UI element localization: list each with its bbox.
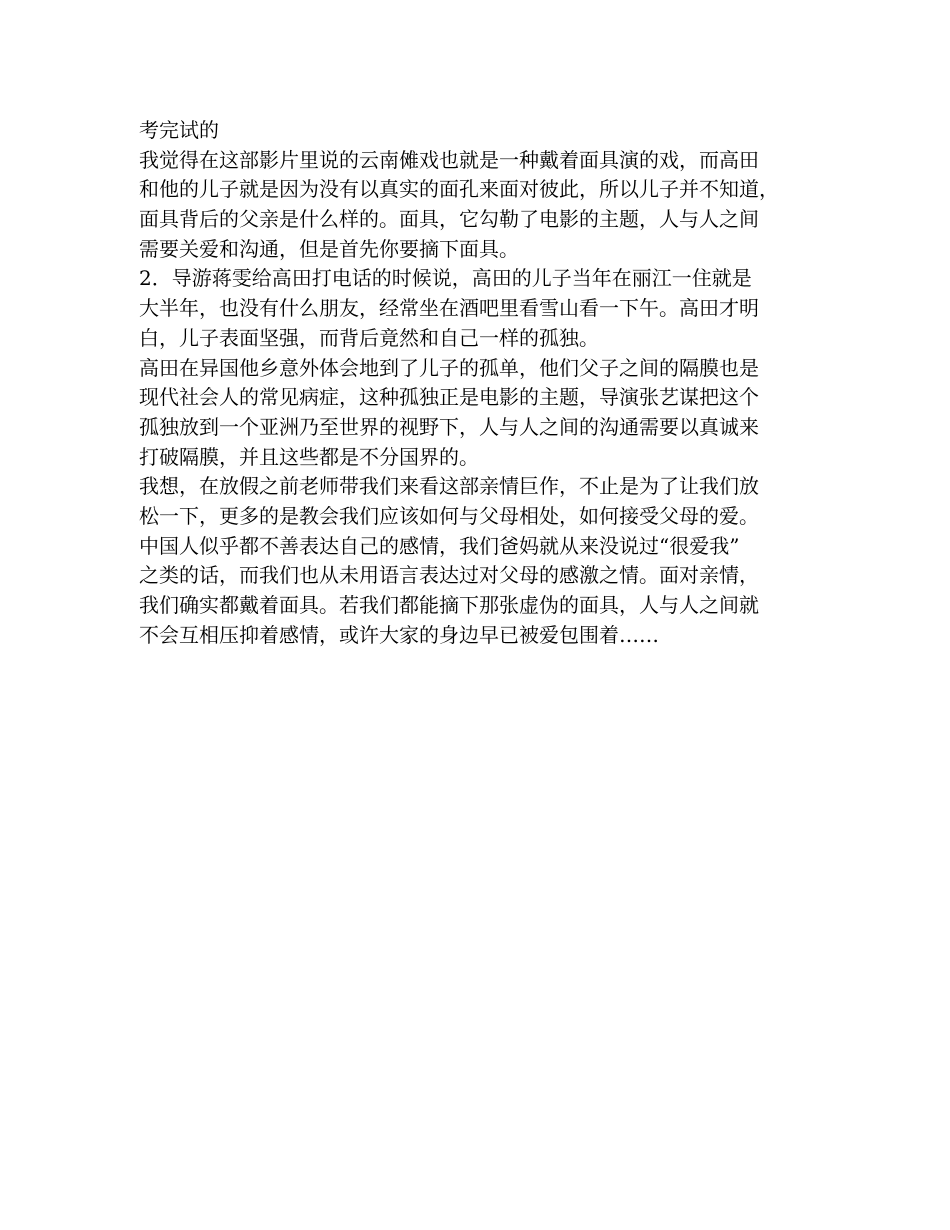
- text-line: 现代社会人的常见病症，这种孤独正是电影的主题，导演张艺谋把这个: [139, 385, 759, 410]
- text-line: 面具背后的父亲是什么样的。面具，它勾勒了电影的主题，人与人之间: [139, 207, 759, 232]
- text-line: 需要关爱和沟通，但是首先你要摘下面具。: [139, 236, 519, 261]
- text-line: 我想，在放假之前老师带我们来看这部亲情巨作，不止是为了让我们放: [139, 474, 759, 499]
- text-line: 我们确实都戴着面具。若我们都能摘下那张虚伪的面具，人与人之间就: [139, 593, 759, 617]
- text-line: 高田在异国他乡意外体会地到了儿子的孤单，他们父子之间的隔膜也是: [139, 355, 759, 380]
- text-line: 考完试的: [139, 118, 219, 142]
- text-line: 我觉得在这部影片里说的云南傩戏也就是一种戴着面具演的戏，而高田: [139, 147, 759, 172]
- text-line: 松一下，更多的是教会我们应该如何与父母相处，如何接受父母的爱。: [139, 503, 759, 528]
- text-line: 孤独放到一个亚洲乃至世界的视野下，人与人之间的沟通需要以真诚来: [139, 414, 759, 439]
- text-line: 中国人似乎都不善表达自己的感情，我们爸妈就从来没说过“很爱我”: [139, 533, 740, 558]
- text-line: 和他的儿子就是因为没有以真实的面孔来面对彼此，所以儿子并不知道，: [139, 177, 779, 202]
- text-line: 打破隔膜，并且这些都是不分国界的。: [139, 444, 479, 469]
- text-line: 之类的话，而我们也从未用语言表达过对父母的感激之情。面对亲情，: [139, 563, 759, 588]
- document-body-text: [139, 116, 839, 650]
- text-line: 大半年，也没有什么朋友，经常坐在酒吧里看雪山看一下午。高田才明: [139, 296, 759, 321]
- text-line: 不会互相压抑着感情，或许大家的身边早已被爱包围着……: [139, 622, 659, 647]
- text-line: 2．导游蒋雯给高田打电话的时候说，高田的儿子当年在丽江一住就是: [139, 266, 752, 291]
- text-line: 白，儿子表面坚强，而背后竟然和自己一样的孤独。: [139, 325, 599, 350]
